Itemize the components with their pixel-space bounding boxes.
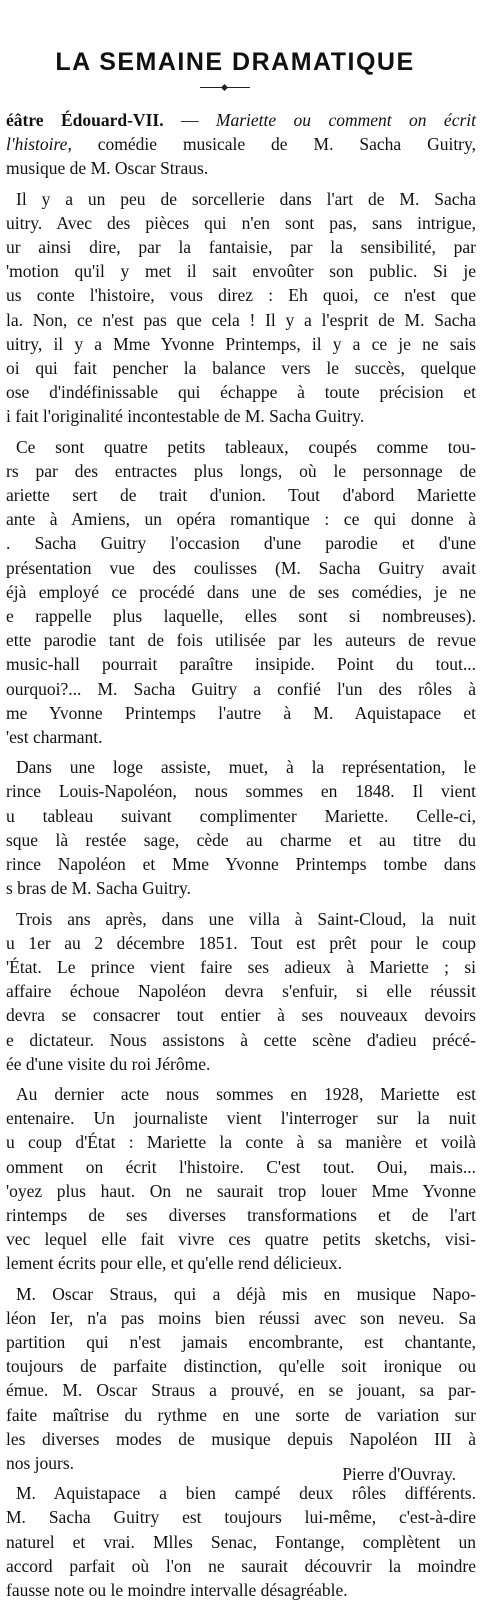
paragraph-line: e rappelle plus laquelle, elles sont si nombreuses). xyxy=(6,606,476,627)
paragraph-line: Dans une loge assiste, muet, à la représentation, le xyxy=(16,757,476,778)
paragraph-line: me Yvonne Printemps l'autre à M. Aquistapace et xyxy=(6,702,476,723)
article-paragraph xyxy=(6,1082,476,1276)
paragraph-line: i fait l'originalité incontestable de M. Sacha Guitry. xyxy=(6,406,365,427)
article-paragraph xyxy=(6,755,476,900)
paragraph-line: ée d'une visite du roi Jérôme. xyxy=(6,1053,211,1074)
paragraph-line: u tableau suivant complimenter Mariette. Celle-ci, xyxy=(6,805,476,826)
paragraph-line: rs par des entractes plus longs, où le personnage de xyxy=(6,460,476,481)
paragraph-line: 'motion qu'il y met il sait envoûter son public. Si je xyxy=(6,261,476,282)
paragraph-line: Au dernier acte nous sommes en 1928, Mariette est xyxy=(16,1083,476,1104)
intro-line xyxy=(6,108,476,132)
paragraph-line: Il y a un peu de sorcellerie dans l'art de M. Sacha xyxy=(16,188,476,209)
paragraph-line: faite maîtrise du rythme en une sorte de variation sur xyxy=(6,1404,476,1425)
paragraph-line: affaire échoue Napoléon devra s'enfuir, si elle réussit xyxy=(6,981,476,1002)
paragraph-line: devra se consacrer tout entier à ses nouveaux devoirs xyxy=(6,1005,476,1026)
play-title-part2: l'histoire xyxy=(6,134,68,155)
paragraph-line: 'est charmant. xyxy=(6,727,103,748)
ornament-divider xyxy=(200,85,250,91)
intro-dash: — xyxy=(163,110,216,130)
paragraph-line: ariette sert de trait d'union. Tout d'abord Mariette xyxy=(6,485,476,506)
paragraph-line: vec lequel elle fait vivre ces quatre petits sketchs, visi- xyxy=(6,1229,476,1250)
paragraph-line: éjà employé ce procédé dans une de ses comédies, je ne xyxy=(6,581,476,602)
paragraph-line: rince Napoléon et Mme Yvonne Printemps tombe dans xyxy=(6,854,476,875)
paragraph-line: 'oyez plus haut. On ne saurait trop louer Mme Yvonne xyxy=(6,1180,476,1201)
paragraph-line: s bras de M. Sacha Guitry. xyxy=(6,878,192,899)
paragraph-line: ose d'indéfinissable qui échappe à toute précision et xyxy=(6,382,476,403)
paragraph-line: nos jours. xyxy=(6,1452,75,1473)
paragraph-line: fausse note ou le moindre intervalle désagréable. xyxy=(6,1579,348,1600)
paragraph-line: lement écrits pour elle, et qu'elle rend délicieux. xyxy=(6,1253,343,1274)
play-credits: , comédie musicale de M. Sacha Guitry, xyxy=(67,134,476,155)
paragraph-line: toujours de parfaite distinction, qu'elle soit ironique ou xyxy=(6,1356,476,1377)
paragraph-line: les diverses modes de musique depuis Napoléon III à xyxy=(6,1428,476,1449)
paragraph-line: u coup d'État : Mariette la conte à sa manière et voilà xyxy=(6,1132,476,1153)
paragraph-line: rince Louis-Napoléon, nous sommes en 1848. Il vient xyxy=(6,781,476,802)
paragraph-line: présentation vue des coulisses (M. Sacha Guitry avait xyxy=(6,557,476,578)
paragraph-line: accord parfait où l'on ne saurait découvrir la moindre xyxy=(6,1555,476,1576)
article-paragraph xyxy=(6,187,476,429)
article-paragraph xyxy=(6,435,476,750)
paragraph-line: rintemps de ses diverses transformations et de l'art xyxy=(6,1204,476,1225)
paragraph-line: omment on écrit l'histoire. C'est tout. Oui, mais... xyxy=(6,1156,476,1177)
article-paragraph xyxy=(6,1282,476,1476)
section-heading: LA SEMAINE DRAMATIQUE xyxy=(55,48,415,76)
paragraph-line: naturel et vrai. Mlles Senac, Fontange, complètent un xyxy=(6,1531,476,1552)
paragraph-line: ur ainsi dire, par la fantaisie, par la sensibilité, par xyxy=(6,237,476,258)
play-title-part1: Mariette ou comment on écrit xyxy=(215,110,476,130)
paragraph-line: ette parodie tant de fois utilisée par les auteurs de revue xyxy=(6,630,476,651)
paragraph-line: us conte l'histoire, vous direz : Eh quoi, ce n'est que xyxy=(6,285,476,306)
paragraph-line: partition qui n'est jamais encombrante, est chantante, xyxy=(6,1331,476,1352)
paragraph-line: . Sacha Guitry l'occasion d'une parodie et d'une xyxy=(6,533,476,554)
paragraph-line: émue. M. Oscar Straus a prouvé, en se jouant, sa par- xyxy=(6,1380,476,1401)
paragraph-line: M. Oscar Straus, qui a déjà mis en musique Napo- xyxy=(16,1283,476,1304)
paragraphs xyxy=(6,187,476,1603)
paragraph-line: oi qui fait pencher la balance vers le succès, quelque xyxy=(6,358,476,379)
paragraph-line: ante à Amiens, un opéra romantique : ce qui donne à xyxy=(6,509,476,530)
paragraph-line: léon Ier, n'a pas moins bien réussi avec son neveu. Sa xyxy=(6,1307,476,1328)
paragraph-line: ourquoi?... M. Sacha Guitry a confié l'un des rôles à xyxy=(6,678,476,699)
paragraph-line: sque là restée sage, cède au charme et au titre du xyxy=(6,829,476,850)
paragraph-line: Trois ans après, dans une villa à Saint-Cloud, la nuit xyxy=(16,908,476,929)
paragraph-line: e dictateur. Nous assistons à cette scène d'adieu précé- xyxy=(6,1029,476,1050)
paragraph-line: uitry. Avec des pièces qui n'en sont pas, sans intrigue, xyxy=(6,212,476,233)
paragraph-line: M. Sacha Guitry est toujours lui-même, c'est-à-dire xyxy=(6,1507,476,1528)
paragraph-line: M. Aquistapace a bien campé deux rôles différents. xyxy=(16,1483,476,1504)
author-signature: Pierre d'Ouvray. xyxy=(342,1464,456,1484)
article-paragraph xyxy=(6,907,476,1076)
paragraph-line: entenaire. Un journaliste vient l'interroger sur la nuit xyxy=(6,1108,476,1129)
paragraph-line: music-hall pourrait paraître insipide. Point du tout... xyxy=(6,654,476,675)
paragraph-line: la. Non, ce n'est pas que cela ! Il y a l'esprit de M. Sacha xyxy=(6,309,476,330)
intro-line xyxy=(6,132,476,156)
intro-line xyxy=(6,156,476,180)
paragraph-line: Ce sont quatre petits tableaux, coupés comme tou- xyxy=(16,436,476,457)
theatre-name: éâtre Édouard-VII. xyxy=(6,110,164,130)
paragraph-line: 'État. Le prince vient faire ses adieux à Mariette ; si xyxy=(6,956,476,977)
paragraph-line: uitry, il y a Mme Yvonne Printemps, il y a ce je ne sais xyxy=(6,333,476,354)
intro-paragraph xyxy=(6,108,476,181)
divider-diamond-icon xyxy=(221,84,228,91)
music-credit: musique de M. Oscar Straus. xyxy=(6,158,209,179)
paragraph-line: u 1er au 2 décembre 1851. Tout est prêt pour le coup xyxy=(6,932,476,953)
article-paragraph xyxy=(6,1481,476,1602)
article-body xyxy=(6,108,476,1608)
